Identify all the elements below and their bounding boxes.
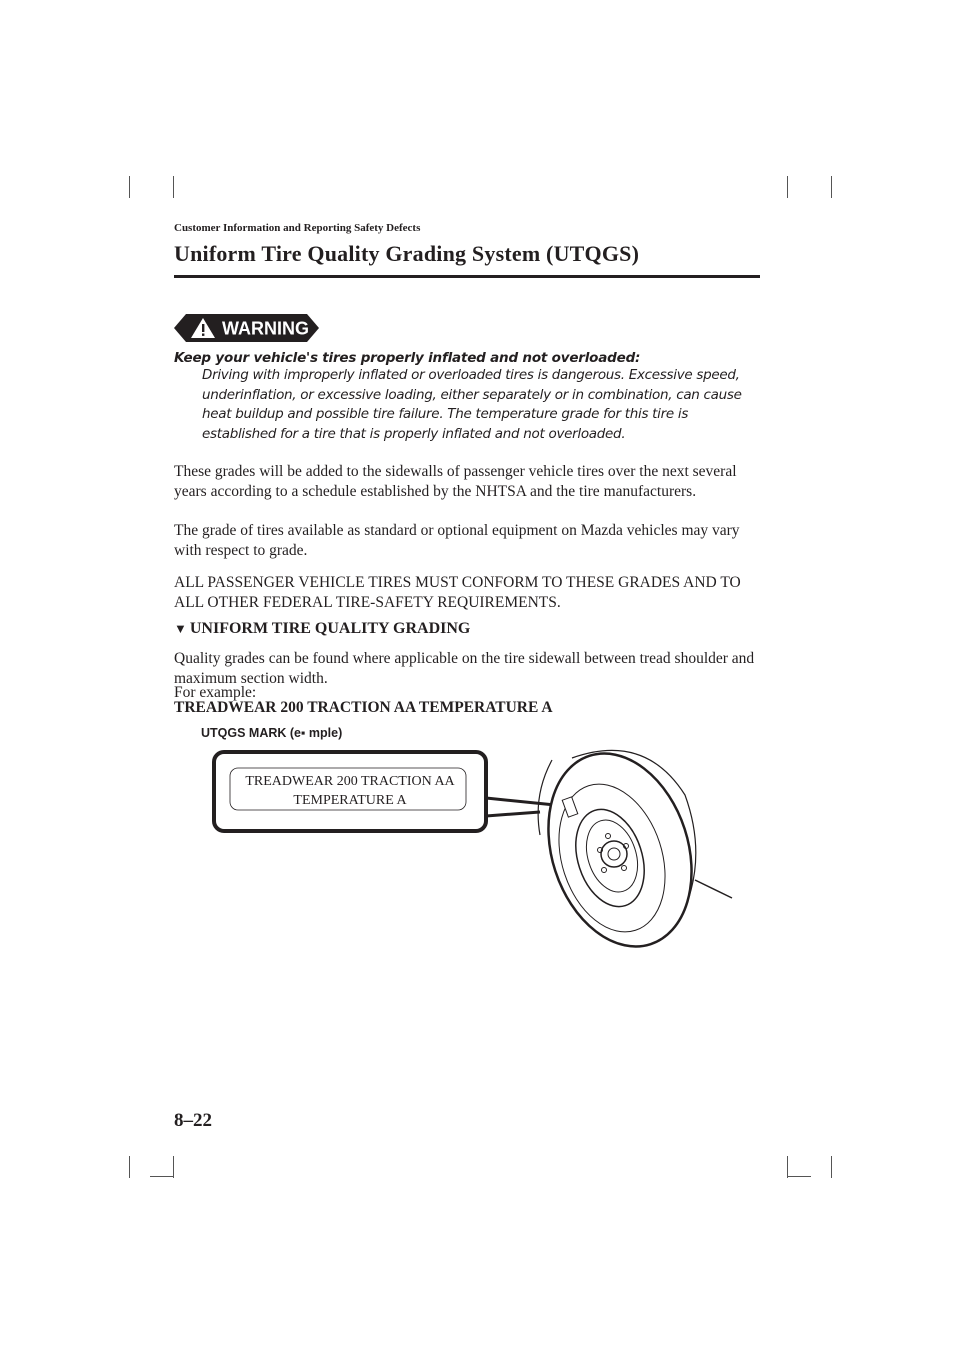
paragraph-sidewall-grades: These grades will be added to the sidewalls of passenger vehicle tires over the next several years according to a schedule established by the NHTSA and the tire manufacturers.: [174, 463, 737, 500]
section-label: Customer Information and Reporting Safety Defects: [174, 222, 421, 234]
paragraph-grade-variation: The grade of tires available as standard or optional equipment on Mazda vehicles may vary with respect to grade.: [174, 522, 740, 559]
utqgs-label-line2: TEMPERATURE A: [293, 793, 407, 808]
crop-mark: [129, 1156, 130, 1178]
paragraph-federal-requirements: ALL PASSENGER VEHICLE TIRES MUST CONFORM TO THESE GRADES AND TO ALL OTHER FEDERAL TIRE-SAFETY REQUIREMENTS.: [174, 574, 741, 611]
crop-mark: [787, 1156, 788, 1178]
crop-mark: [129, 176, 130, 198]
page-number: 8–22: [174, 1110, 212, 1131]
crop-mark: [173, 176, 174, 198]
crop-mark: [831, 176, 832, 198]
crop-mark: [150, 1176, 174, 1177]
crop-mark: [787, 176, 788, 198]
warning-badge: [174, 314, 319, 342]
example-grade-line: TREADWEAR 200 TRACTION AA TEMPERATURE A: [174, 699, 553, 716]
warning-badge-shape: [174, 314, 319, 342]
title-divider: [174, 275, 760, 278]
crop-mark: [787, 1176, 811, 1177]
paragraph-quality-grades: Quality grades can be found where applicable on the tire sidewall between tread shoulder and maximum section width.: [174, 650, 755, 687]
crop-mark: [173, 1156, 174, 1178]
subheading-uniform-grading: [174, 620, 470, 638]
paragraph-for-example: For example:: [174, 684, 257, 701]
utqgs-label-line1: TREADWEAR 200 TRACTION AA: [245, 774, 455, 789]
figure-caption: UTQGS MARK (e▪ mple): [201, 726, 343, 740]
warning-badge-label: WARNING: [222, 318, 309, 339]
crop-mark: [831, 1156, 832, 1178]
warning-body: Driving with improperly inflated or overloaded tires is dangerous. Excessive speed, underinflation, or excessive loading, either separately or in combination, can cause heat buildup and possible tire failure. The temperature grade for this tire is established for a tire that is properly inflated and not overloaded.: [202, 367, 742, 442]
warning-title: Keep your vehicle's tires properly inflated and not overloaded:: [174, 350, 641, 366]
subheading-text: UNIFORM TIRE QUALITY GRADING: [189, 620, 471, 637]
down-triangle-icon: ▼: [174, 621, 187, 636]
page-title: Uniform Tire Quality Grading System (UTQGS): [174, 241, 640, 266]
utqgs-label-text: [232, 772, 468, 810]
